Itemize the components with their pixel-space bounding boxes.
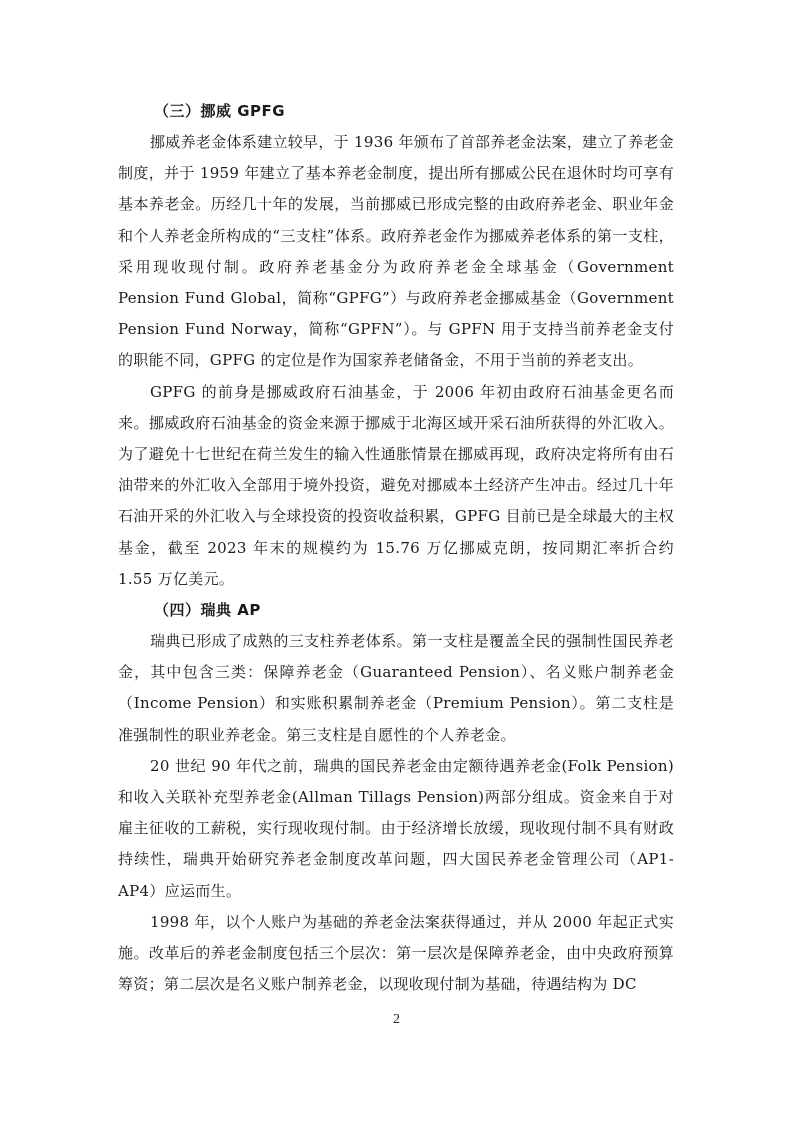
paragraph: 挪威养老金体系建立较早，于 1936 年颁布了首部养老金法案，建立了养老金制度，并于 1959 年建立了基本养老金制度，提出所有挪威公民在退休时均可享有基本养老金。历经几十年的发展，当前挪威已形成完整的由政府养老金、职业年金和个人养老金所构成的“三支柱”体系。政府养老金作为挪威养老体系的第一支柱，采用现收现付制。政府养老基金分为政府养老金全球基金（Government Pension Fund Global，简称“GPFG”）与政府养老金挪威基金（Government Pension Fund Norway，简称“GPFN”）。与 GPFN 用于支持当前养老金支付的职能不同，GPFG 的定位是作为国家养老储备金，不用于当前的养老支出。 [118, 133, 674, 370]
paragraph: GPFG 的前身是挪威政府石油基金，于 2006 年初由政府石油基金更名而来。挪威政府石油基金的资金来源于挪威于北海区域开采石油所获得的外汇收入。为了避免十七世纪在荷兰发生的输入性通胀情景在挪威再现，政府决定将所有由石油带来的外汇收入全部用于境外投资，避免对挪威本土经济产生冲击。经过几十年石油开采的外汇收入与全球投资的投资收益积累，GPFG 目前已是全球最大的主权基金，截至 2023 年末的规模约为 15.76 万亿挪威克朗，按同期汇率折合约 1.55 万亿美元。 [118, 382, 674, 588]
section-heading-sweden: （四）瑞典 AP [154, 601, 261, 620]
document-page [118, 96, 674, 1000]
paragraph: 1998 年，以个人账户为基础的养老金法案获得通过，并从 2000 年起正式实施。改革后的养老金制度包括三个层次：第一层次是保障养老金，由中央政府预算筹资；第二层次是名义账户制养老金，以现收现付制为基础，待遇结构为 DC [118, 912, 674, 994]
paragraph: 瑞典已形成了成熟的三支柱养老体系。第一支柱是覆盖全民的强制性国民养老金，其中包含三类：保障养老金（Guaranteed Pension）、名义账户制养老金（Income Pension）和实账积累制养老金（Premium Pension）。第二支柱是准强制性的职业养老金。第三支柱是自愿性的个人养老金。 [118, 632, 674, 744]
section-heading-norway: （三）挪威 GPFG [154, 102, 286, 120]
page-number: 2 [393, 1012, 400, 1027]
paragraph: 20 世纪 90 年代之前，瑞典的国民养老金由定额待遇养老金(Folk Pension)和收入关联补充型养老金(Allman Tillags Pension)两部分组成。资金来自于对雇主征收的工薪税，实行现收现付制。由于经济增长放缓，现收现付制不具有财政持续性，瑞典开始研究养老金制度改革问题，四大国民养老金管理公司（AP1-AP4）应运而生。 [118, 756, 674, 900]
